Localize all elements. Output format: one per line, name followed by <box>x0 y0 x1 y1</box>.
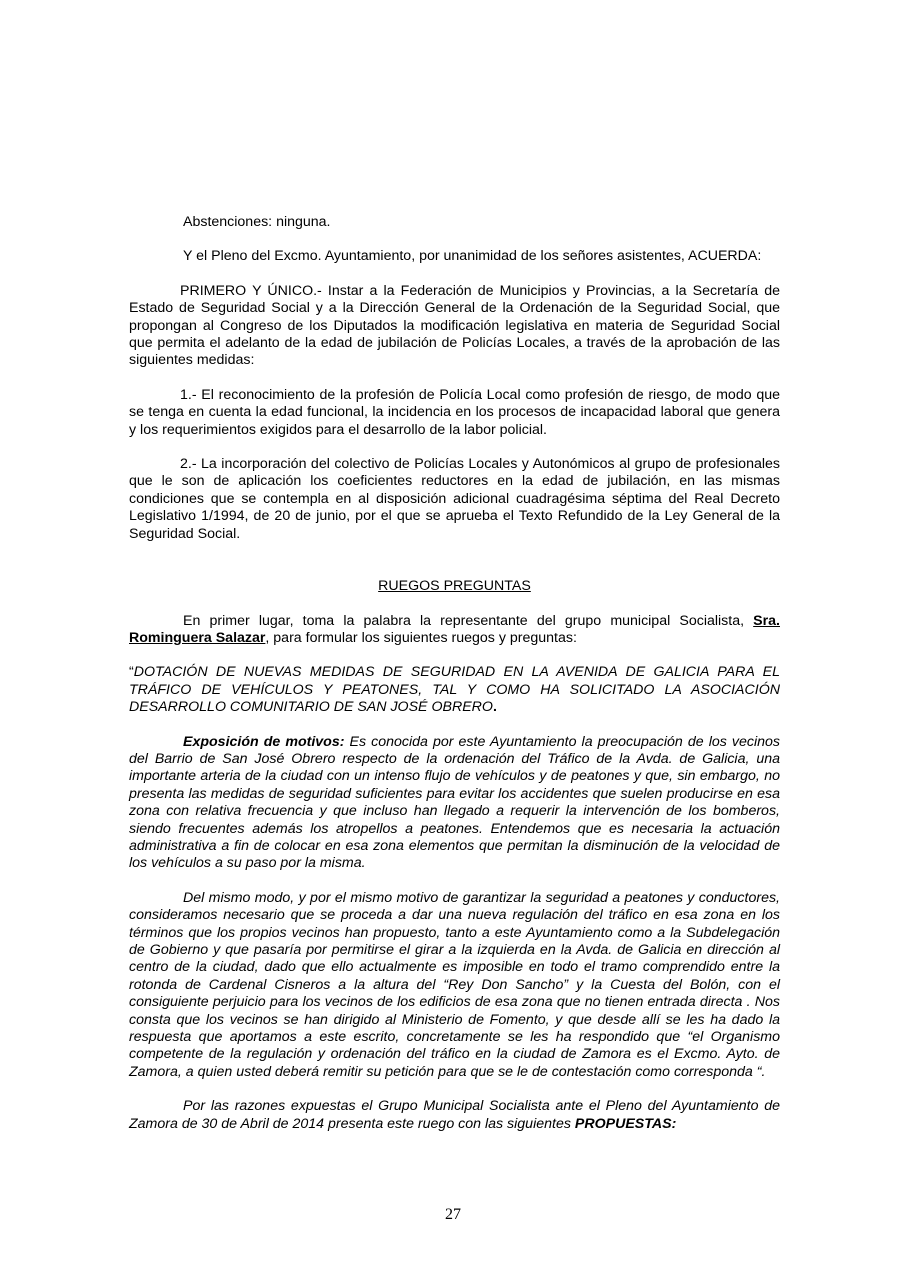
traffic-regulation-paragraph <box>129 890 780 1081</box>
abstentions-paragraph: Abstenciones: ninguna. <box>183 214 331 230</box>
exposition-label: Exposición de motivos: <box>183 733 345 750</box>
section-heading <box>129 578 780 595</box>
proposals-label: PROPUESTAS: <box>574 1115 677 1132</box>
document-body <box>129 214 780 1133</box>
ruego-title: DOTACIÓN DE NUEVAS MEDIDAS DE SEGURIDAD EN LA AVENIDA DE GALICIA PARA EL TRÁFICO DE VEHÍCULOS Y PEATONES, TAL Y COMO HA SOLICITADO LA ASOCIACIÓN DESARROLLO COMUNITARIO DE SAN JOSÉ OBRERO <box>129 664 780 716</box>
agreement-paragraph: Y el Pleno del Excmo. Ayuntamiento, por unanimidad de los señores asistentes, ACUERDA: <box>183 248 762 265</box>
page-number: 27 <box>445 1206 461 1223</box>
intro-end: , para formular los siguientes ruegos y preguntas: <box>265 629 577 646</box>
measure-2-paragraph: 2.- La incorporación del colectivo de Policías Locales y Autonómicos al grupo de profesionales que le son de aplicación los coeficientes reductores en la edad de jubilación, en las mismas condiciones que se contempla en al disposición adicional cuadragésima séptima del Real Decreto Legislativo 1/1994, de 20 de junio, por el que se aprueba el Texto Refundido de la Ley General de la Seguridad Social. <box>129 456 780 542</box>
exposition-paragraph <box>129 734 780 873</box>
first-resolution-paragraph: PRIMERO Y ÚNICO.- Instar a la Federación de Municipios y Provincias, a la Secretaría de Estado de Seguridad Social y a la Dirección General de la Ordenación de la Seguridad Social, que propongan al Congreso de los Diputados la modificación legislativa en materia de Seguridad Social que permita el adelanto de la edad de jubilación de Policías Locales, a través de la aprobación de las siguientes medidas: <box>129 282 780 369</box>
measure-1-paragraph: 1.- El reconocimiento de la profesión de Policía Local como profesión de riesgo, de modo que se tenga en cuenta la edad funcional, la incidencia en los procesos de incapacidad laboral que genera y los requerimientos exigidos para el desarrollo de la labor policial. <box>129 386 780 438</box>
reasons-paragraph <box>129 1098 780 1133</box>
intro-paragraph <box>129 613 780 648</box>
exposition-text: Es conocida por este Ayuntamiento la preocupación de los vecinos del Barrio de San José Obrero respecto de la ordenación del Tráfico de la Avda. de Galicia, una importante arteria de la ciudad con un intenso flujo de vehículos y de peatones y que, sin embargo, no presenta las medidas de seguridad suficientes para evitar los accidentes que suelen producirse en esa zona con relativa frecuencia y que incluso han llegado a requerir la intervención de los bomberos, siendo frecuentes además los atropellos a peatones. Entendemos que es necesaria la actuación administrativa a fin de colocar en esa zona elementos que permitan la disminución de la velocidad de los vehículos a su paso por la misma. <box>129 733 780 872</box>
reasons-text: Por las razones expuestas el Grupo Municipal Socialista ante el Pleno del Ayuntamiento de Zamora de 30 de Abril de 2014 presenta este ruego con las siguientes <box>129 1098 780 1132</box>
section-title: RUEGOS PREGUNTAS <box>378 578 531 595</box>
opening-quote: “ <box>129 664 134 681</box>
ruego-title-end: . <box>492 699 497 716</box>
ruego-title-paragraph <box>129 664 780 716</box>
intro-start: En primer lugar, toma la palabra la representante del grupo municipal Socialista, <box>183 612 754 629</box>
speaker-name: Sra. Rominguera Salazar <box>129 612 780 646</box>
traffic-regulation-text: Del mismo modo, y por el mismo motivo de garantizar la seguridad a peatones y conductores, consideramos necesario que se proceda a dar una nueva regulación del tráfico en esa zona en los términos que los propios vecinos han propuesto, tanto a este Ayuntamiento como a la Subdelegación de Gobierno y que pasaría por permitirse el girar a la izquierda en la Avda. de Galicia en dirección al centro de la ciudad, dado que ello actualmente es imposible en todo el tramo comprendido entre la rotonda de Cardenal Cisneros a la altura del “Rey Don Sancho” y la Cuesta del Bolón, con el consiguiente perjuicio para los vecinos de los edificios de esa zona que no tienen entrada directa . Nos consta que los vecinos se han dirigido al Ministerio de Fomento, y que desde allí se les ha dado la respuesta que aportamos a este escrito, concretamente se les ha respondido que “el Organismo competente de la regulación y ordenación del tráfico en la ciudad de Zamora es el Excmo. Ayto. de Zamora, a quien usted deberá remitir su petición para que se le de contestación como corresponda “. <box>129 889 780 1080</box>
